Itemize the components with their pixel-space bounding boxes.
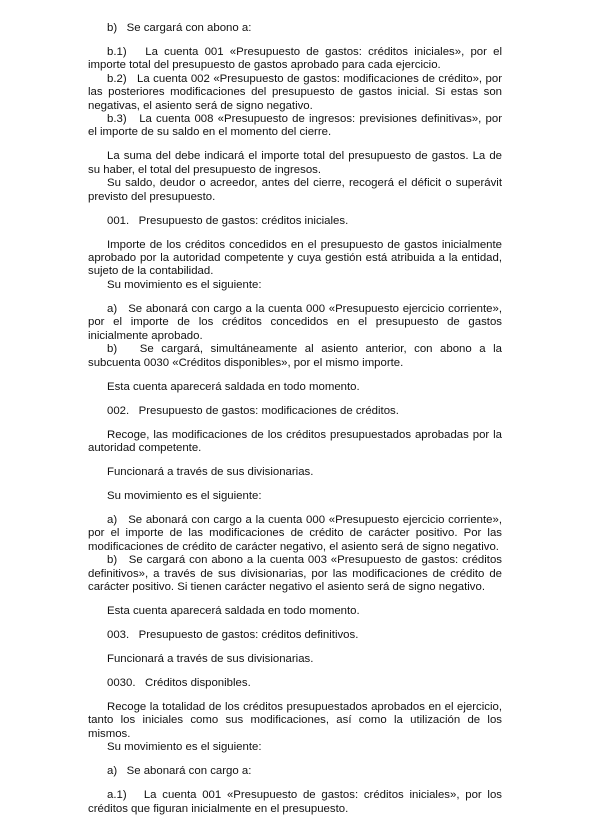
paragraph: a) Se abonará con cargo a la cuenta 000 «Presupuesto ejercicio corriente», por el importe de los créditos concedidos en el presupuesto de gastos inicialmente aprobado. <box>88 302 502 342</box>
account-heading: 002. Presupuesto de gastos: modificaciones de créditos. <box>107 404 399 417</box>
paragraph: b.3) La cuenta 008 «Presupuesto de ingresos: previsiones definitivas», por el importe de su saldo en el momento del cierre. <box>88 113 502 139</box>
paragraph: Esta cuenta aparecerá saldada en todo momento. <box>107 604 360 617</box>
paragraph: Recoge la totalidad de los créditos presupuestados aprobados en el ejercicio, tanto los iniciales como sus modificaciones, así como la utilización de los mismos. <box>88 700 502 740</box>
paragraph: Recoge, las modificaciones de los créditos presupuestados aprobadas por la autoridad competente. <box>88 428 502 454</box>
paragraph: a.1) La cuenta 001 «Presupuesto de gastos: créditos iniciales», por los créditos que figuran inicialmente en el presupuesto. <box>88 789 502 815</box>
paragraph: Importe de los créditos concedidos en el presupuesto de gastos inicialmente aprobado por la autoridad competente y cuya gestión está atribuida a la entidad, sujeto de la contabilidad. <box>88 238 502 278</box>
paragraph: Su movimiento es el siguiente: <box>107 741 262 754</box>
paragraph: Esta cuenta aparecerá saldada en todo momento. <box>107 380 360 393</box>
document-page <box>88 22 502 816</box>
paragraph: b) Se cargará, simultáneamente al asiento anterior, con abono a la subcuenta 0030 «Créditos disponibles», por el mismo importe. <box>88 343 502 369</box>
paragraph: b) Se cargará con abono a: <box>107 22 252 34</box>
paragraph: b.1) La cuenta 001 «Presupuesto de gastos: créditos iniciales», por el importe total del presupuesto de gastos aprobado para cada ejercicio. <box>88 46 502 72</box>
paragraph: a) Se abonará con cargo a: <box>107 765 252 778</box>
paragraph: La suma del debe indicará el importe total del presupuesto de gastos. La de su haber, el total del presupuesto de ingresos. <box>88 150 502 176</box>
paragraph: a) Se abonará con cargo a la cuenta 000 «Presupuesto ejercicio corriente», por el importe de las modificaciones de crédito de carácter positivo. Por las modificaciones de crédito de carácter negativo, el asiento será de signo negativo. <box>88 513 502 553</box>
account-heading: 0030. Créditos disponibles. <box>107 676 251 689</box>
paragraph: b) Se cargará con abono a la cuenta 003 «Presupuesto de gastos: créditos definitivos», a través de sus divisionarias, por las modificaciones de crédito de carácter positivo. Si tienen carácter negativo el asiento será de signo negativo. <box>88 554 502 593</box>
paragraph: b.2) La cuenta 002 «Presupuesto de gastos: modificaciones de crédito», por las posteriores modificaciones del presupuesto de gastos inicial. Si estas son negativas, el asiento será de signo negativo. <box>88 72 502 112</box>
paragraph: Su movimiento es el siguiente: <box>107 489 262 502</box>
account-heading: 001. Presupuesto de gastos: créditos iniciales. <box>107 214 349 227</box>
paragraph: Su movimiento es el siguiente: <box>107 278 262 291</box>
paragraph: Funcionará a través de sus divisionarias. <box>107 652 314 665</box>
paragraph: Su saldo, deudor o acreedor, antes del cierre, recogerá el déficit o superávit previsto del presupuesto. <box>88 177 502 203</box>
account-heading: 003. Presupuesto de gastos: créditos definitivos. <box>107 628 359 641</box>
paragraph: Funcionará a través de sus divisionarias. <box>107 465 314 478</box>
